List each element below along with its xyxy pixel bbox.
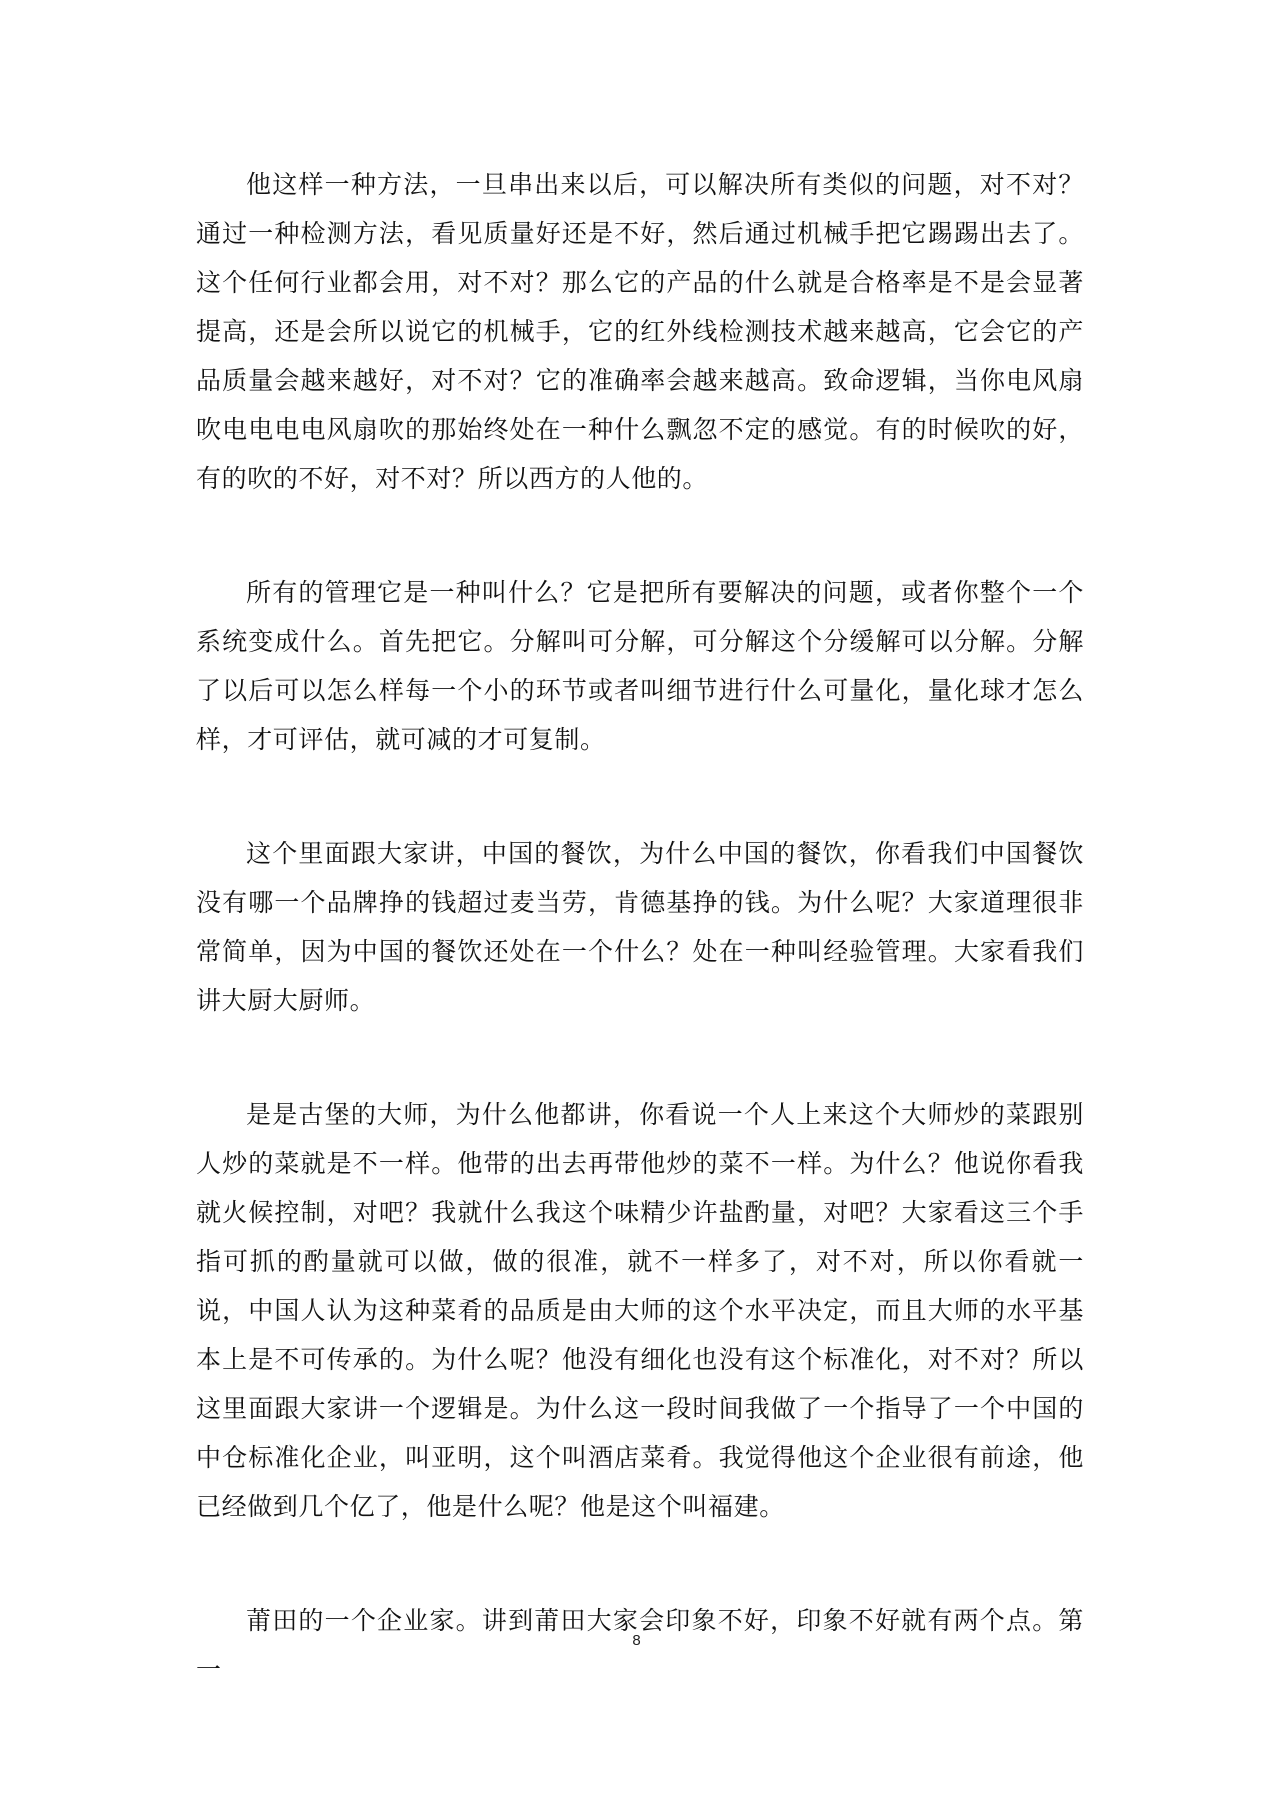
paragraph: 是是古堡的大师，为什么他都讲，你看说一个人上来这个大师炒的菜跟别人炒的菜就是不一样。他带的出去再带他炒的菜不一样。为什么？他说你看我就火候控制，对吧？我就什么我这个味精少许盐酌量，对吧？大家看这三个手指可抓的酌量就可以做，做的很准，就不一样多了，对不对，所以你看就一说，中国人认为这种菜肴的品质是由大师的这个水平决定，而且大师的水平基本上是不可传承的。为什么呢？他没有细化也没有这个标准化，对不对？所以这里面跟大家讲一个逻辑是。为什么这一段时间我做了一个指导了一个中国的中仓标准化企业，叫亚明，这个叫酒店菜肴。我觉得他这个企业很有前途，他已经做到几个亿了，他是什么呢？他是这个叫福建。: [196, 1100, 1084, 1521]
paragraph: 他这样一种方法，一旦串出来以后，可以解决所有类似的问题，对不对？通过一种检测方法，看见质量好还是不好，然后通过机械手把它踢踢出去了。这个任何行业都会用，对不对？那么它的产品的什么就是合格率是不是会显著提高，还是会所以说它的机械手，它的红外线检测技术越来越高，它会它的产品质量会越来越好，对不对？它的准确率会越来越高。致命逻辑，当你电风扇吹电电电电风扇吹的那始终处在一种什么飘忽不定的感觉。有的时候吹的好，有的吹的不好，对不对？所以西方的人他的。: [196, 170, 1084, 493]
body-text: [196, 160, 1084, 1694]
paragraph: 所有的管理它是一种叫什么？它是把所有要解决的问题，或者你整个一个系统变成什么。首先把它。分解叫可分解，可分解这个分缓解可以分解。分解了以后可以怎么样每一个小的环节或者叫细节进行什么可量化，量化球才怎么样，才可评估，就可减的才可复制。: [196, 578, 1084, 754]
paragraph: 这个里面跟大家讲，中国的餐饮，为什么中国的餐饮，你看我们中国餐饮没有哪一个品牌挣的钱超过麦当劳，肯德基挣的钱。为什么呢？大家道理很非常简单，因为中国的餐饮还处在一个什么？处在一种叫经验管理。大家看我们讲大厨大厨师。: [196, 839, 1084, 1015]
page-number: 8: [632, 1632, 641, 1649]
paragraph: 莆田的一个企业家。讲到莆田大家会印象不好，印象不好就有两个点。第一: [196, 1606, 1084, 1684]
